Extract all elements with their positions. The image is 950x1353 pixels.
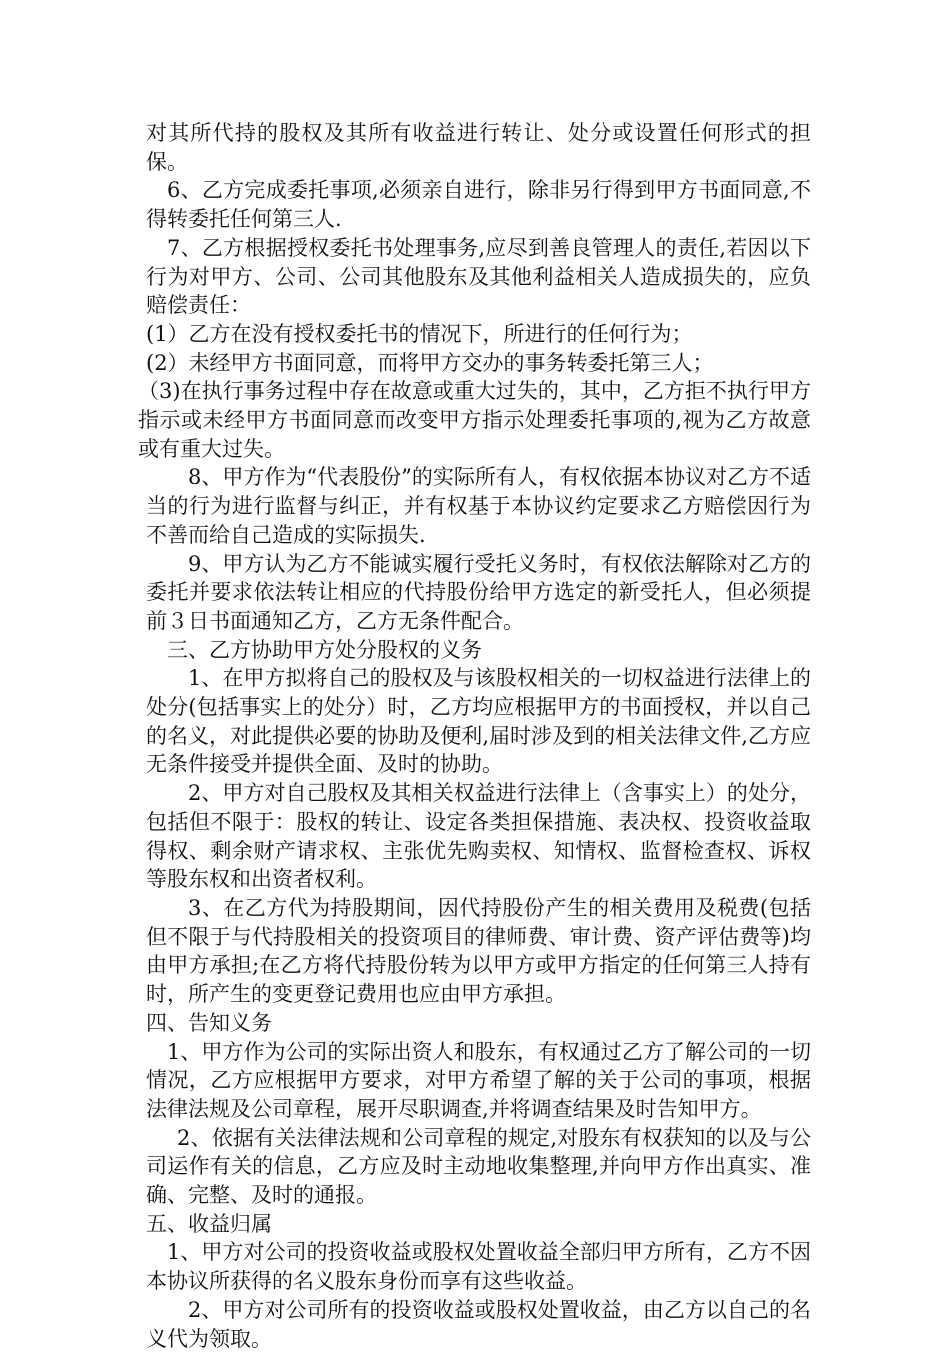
paragraph: 1、甲方对公司的投资收益或股权处置收益全部归甲方所有，乙方不因本协议所获得的名义股东身份而享有这些收益。 (146, 1240, 811, 1294)
paragraph: 2、甲方对公司所有的投资收益或股权处置收益，由乙方以自己的名义代为领取。 (146, 1297, 811, 1351)
list-item: (1）乙方在没有授权委托书的情况下，所进行的任何行为； (146, 321, 693, 346)
section-heading: 三、乙方协助甲方处分股权的义务 (167, 637, 482, 662)
paragraph: 6、乙方完成委托事项,必须亲自进行，除非另行得到甲方书面同意,不得转委托任何第三人. (146, 178, 811, 232)
paragraph: 3、在乙方代为持股期间，因代持股份产生的相关费用及税费(包括但不限于与代持股相关的投资项目的律师费、审计费、资产评估费等)均由甲方承担;在乙方将代持股份转为以甲方或甲方指定的任何第三人持有时，所产生的变更登记费用也应由甲方承担。 (146, 895, 811, 1007)
paragraph: 1、甲方作为公司的实际出资人和股东，有权通过乙方了解公司的一切情况，乙方应根据甲方要求，对甲方希望了解的关于公司的事项，根据法律法规及公司章程，展开尽职调查,并将调查结果及时告知甲方。 (146, 1039, 811, 1121)
paragraph: 7、乙方根据授权委托书处理事务,应尽到善良管理人的责任,若因以下行为对甲方、公司、公司其他股东及其他利益相关人造成损失的，应负赔偿责任： (146, 235, 811, 318)
section-heading: 四、告知义务 (146, 1010, 272, 1035)
list-item: （3)在执行事务过程中存在故意或重大过失的，其中，乙方拒不执行甲方指示或未经甲方书面同意而改变甲方指示处理委托事项的,视为乙方故意或有重大过失。 (138, 379, 811, 461)
list-item: (2）未经甲方书面同意，而将甲方交办的事务转委托第三人； (146, 350, 714, 375)
paragraph: 8、甲方作为“代表股份”的实际所有人，有权依据本协议对乙方不适当的行为进行监督与纠正，并有权基于本协议约定要求乙方赔偿因行为不善而给自己造成的实际损失. (146, 465, 811, 547)
paragraph: 9、甲方认为乙方不能诚实履行受托义务时，有权依法解除对乙方的委托并要求依法转让相应的代持股份给甲方选定的新受托人，但必须提前３日书面通知乙方，乙方无条件配合。 (146, 551, 811, 633)
paragraph: 1、在甲方拟将自己的股权及与该股权相关的一切权益进行法律上的处分(包括事实上的处分）时，乙方均应根据甲方的书面授权，并以自己的名义，对此提供必要的协助及便利,届时涉及到的相关法律文件,乙方应无条件接受并提供全面、及时的协助。 (146, 666, 811, 777)
document-body (138, 119, 811, 1353)
section-heading: 五、收益归属 (146, 1211, 272, 1236)
paragraph: 2、依据有关法律法规和公司章程的规定,对股东有权获知的以及与公司运作有关的信息，乙方应及时主动地收集整理,并向甲方作出真实、准确、完整、及时的通报。 (146, 1125, 811, 1208)
paragraph: 2、甲方对自己股权及其相关权益进行法律上（含事实上）的处分，包括但不限于：股权的转让、设定各类担保措施、表决权、投资收益取得权、剩余财产请求权、主张优先购卖权、知情权、监督检查权、诉权等股东权和出资者权利。 (146, 781, 811, 892)
paragraph: 对其所代持的股权及其所有收益进行转让、处分或设置任何形式的担保。 (146, 121, 811, 174)
